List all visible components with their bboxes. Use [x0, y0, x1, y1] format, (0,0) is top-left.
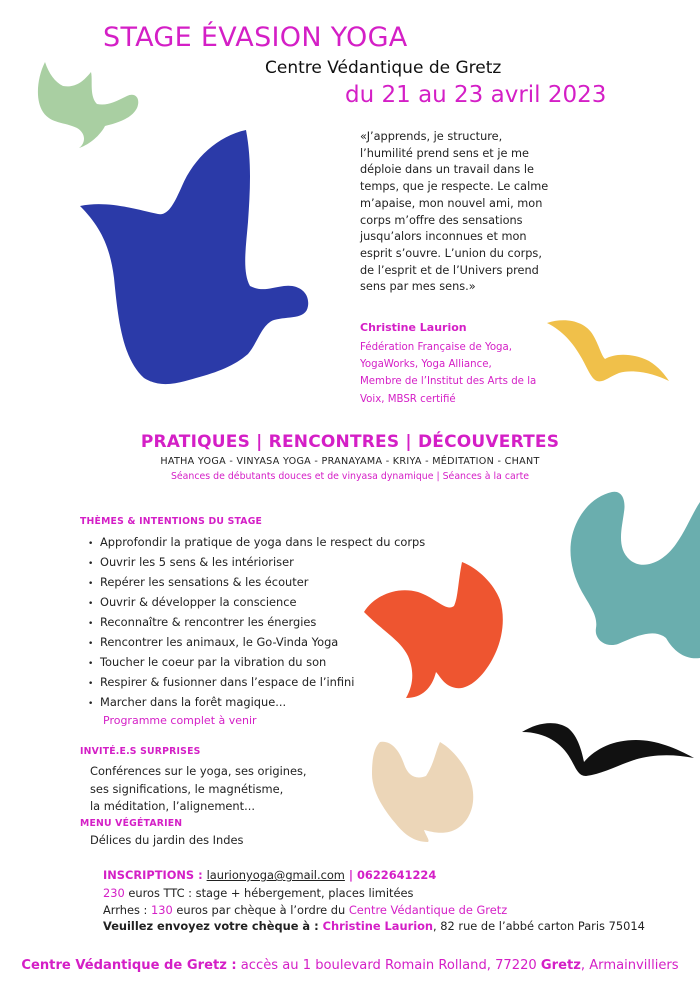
- phone-number[interactable]: 0622641224: [357, 868, 437, 882]
- bullet-icon: •: [88, 619, 94, 629]
- deposit-amount: 130: [151, 903, 173, 917]
- credential-line: Membre de l’Institut des Arts de la: [360, 376, 537, 388]
- list-item: • Ouvrir & développer la conscience: [88, 592, 425, 612]
- send-label: Veuillez envoyez votre chèque à :: [103, 919, 323, 933]
- send-address: , 82 rue de l’abbé carton Paris 75014: [433, 919, 645, 933]
- bullet-icon: •: [88, 639, 94, 649]
- blue-bird-illustration: [78, 128, 313, 388]
- menu-description: Délices du jardin des Indes: [90, 833, 244, 847]
- themes-list: [88, 532, 425, 712]
- inscriptions-line: [103, 868, 436, 882]
- page-title: STAGE ÉVASION YOGA: [103, 22, 408, 53]
- footer-venue: Centre Védantique de Gretz :: [21, 958, 237, 973]
- footer-address-text: accès au 1 boulevard Romain Rolland, 77220: [236, 958, 541, 973]
- sessions-note: Séances de débutants douces et de vinyasa dynamique | Séances à la carte: [170, 471, 530, 482]
- deposit-payee: Centre Védantique de Gretz: [348, 903, 508, 917]
- deposit-text: euros par chèque à l’ordre du: [172, 903, 349, 917]
- black-bird-illustration: [520, 718, 695, 778]
- inscriptions-label: INSCRIPTIONS :: [103, 868, 207, 882]
- beige-bird-illustration: [370, 738, 475, 843]
- menu-heading: MENU VÉGÉTARIEN: [80, 818, 183, 829]
- program-note: Programme complet à venir: [103, 714, 257, 727]
- email-link[interactable]: laurionyoga@gmail.com: [206, 868, 345, 882]
- list-item: • Rencontrer les animaux, le Go-Vinda Yoga: [88, 632, 425, 652]
- bullet-icon: •: [88, 539, 94, 549]
- quote-author: Christine Laurion: [360, 321, 467, 334]
- guests-description: [90, 763, 307, 816]
- author-credentials: [360, 339, 550, 408]
- send-name: Christine Laurion: [322, 919, 434, 933]
- yellow-bird-illustration: [545, 315, 670, 385]
- credential-line: YogaWorks, Yoga Alliance,: [360, 359, 492, 371]
- separator: |: [344, 868, 357, 882]
- list-item: • Repérer les sensations & les écouter: [88, 572, 425, 592]
- list-item: • Reconnaître & rencontrer les énergies: [88, 612, 425, 632]
- bullet-icon: •: [88, 699, 94, 709]
- testimonial-quote: «J’apprends, je structure, l’humilité prend sens et je me déploie dans un travail dans le temps, que je respecte. Le calme m’apaise, mon nouvel ami, mon corps m’offre des sensations jusqu’alors inconnues et mon esprit s’ouvre. L’union du corps, de l’esprit et de l’Univers prend sens par mes sens.»: [360, 130, 549, 294]
- list-item: • Respirer & fusionner dans l’espace de l’infini: [88, 672, 425, 692]
- bullet-icon: •: [88, 659, 94, 669]
- deposit-label: Arrhes :: [103, 903, 151, 917]
- section-headline: PRATIQUES | RENCONTRES | DÉCOUVERTES: [140, 432, 560, 452]
- list-item: • Toucher le coeur par la vibration du son: [88, 652, 425, 672]
- footer-address: [0, 958, 700, 973]
- footer-rest: , Armainvilliers: [580, 958, 679, 973]
- practices-list: HATHA YOGA - VINYASA YOGA - PRANAYAMA - KRIYA - MÉDITATION - CHANT: [160, 456, 540, 467]
- list-item: • Approfondir la pratique de yoga dans le respect du corps: [88, 532, 425, 552]
- list-item: • Marcher dans la forêt magique...: [88, 692, 425, 712]
- bullet-icon: •: [88, 579, 94, 589]
- footer-town: Gretz: [540, 958, 581, 973]
- list-item: • Ouvrir les 5 sens & les intérioriser: [88, 552, 425, 572]
- guests-heading: INVITÉ.E.S SURPRISES: [80, 746, 201, 757]
- teal-bird-illustration: [570, 488, 700, 668]
- guests-line: ses significations, le magnétisme,: [90, 781, 284, 796]
- send-cheque-line: [103, 919, 645, 933]
- bullet-icon: •: [88, 679, 94, 689]
- bullet-icon: •: [88, 559, 94, 569]
- event-dates: du 21 au 23 avril 2023: [345, 82, 607, 108]
- deposit-line: [103, 903, 507, 917]
- credential-line: Voix, MBSR certifié: [360, 393, 456, 405]
- guests-line: la méditation, l’alignement...: [90, 799, 255, 813]
- guests-line: Conférences sur le yoga, ses origines,: [90, 764, 307, 778]
- credential-line: Fédération Française de Yoga,: [360, 342, 513, 353]
- price-line: [103, 886, 413, 900]
- bullet-icon: •: [88, 599, 94, 609]
- venue-subtitle: Centre Védantique de Gretz: [265, 58, 502, 78]
- price-text: euros TTC : stage + hébergement, places limitées: [124, 886, 414, 900]
- price-amount: 230: [103, 886, 125, 900]
- themes-heading: THÈMES & INTENTIONS DU STAGE: [80, 516, 263, 527]
